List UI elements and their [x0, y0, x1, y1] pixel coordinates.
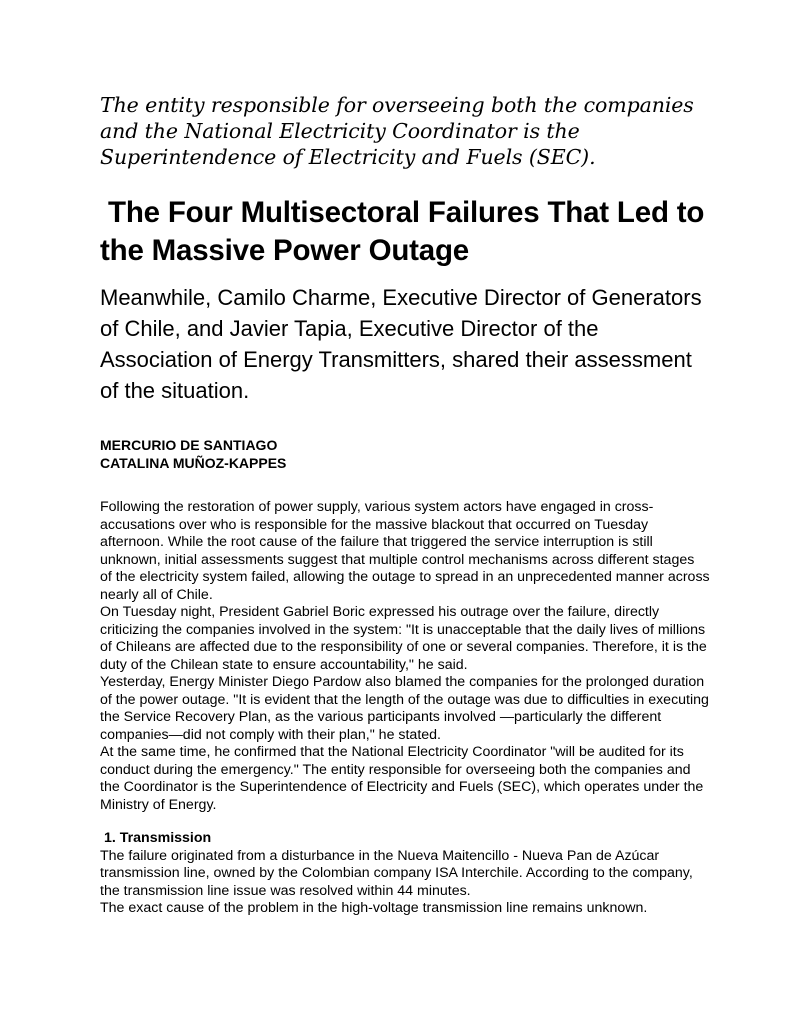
section-body [100, 848, 710, 918]
subtitle: Meanwhile, Camilo Charme, Executive Director of Generators of Chile, and Javier Tapia, Executive Director of the Association of Energy Transmitters, shared their assessment of the situation. [100, 285, 702, 403]
pull-quote: The entity responsible for overseeing both the companies and the National Electricity Coordinator is the Superintendence of Electricity and Fuels (SEC). [100, 93, 694, 169]
section-paragraph: The failure originated from a disturbance in the Nueva Maitencillo - Nueva Pan de Azúcar transmission line, owned by the Colombian company ISA Interchile. According to the company, the transmission line issue was resolved within 44 minutes. [100, 847, 693, 899]
body-paragraph: Following the restoration of power supply, various system actors have engaged in cross-accusations over who is responsible for the massive blackout that occurred on Tuesday afternoon. While the root cause of the failure that triggered the service interruption is still unknown, initial assessments suggest that multiple control mechanisms across different stages of the electricity system failed, allowing the outage to spread in an unprecedented manner across nearly all of Chile. [100, 499, 710, 603]
article [100, 92, 713, 918]
byline [100, 436, 710, 472]
author-name: CATALINA MUÑOZ-KAPPES [100, 455, 287, 471]
body-paragraph: At the same time, he confirmed that the National Electricity Coordinator "will be audited for its conduct during the emergency." The entity responsible for overseeing both the companies and the Coordinator is the Superintendence of Electricity and Fuels (SEC), which operates under the Ministry of Energy. [100, 744, 704, 813]
publication-name: MERCURIO DE SANTIAGO [100, 437, 278, 453]
body-paragraph: On Tuesday night, President Gabriel Boric expressed his outrage over the failure, directly criticizing the companies involved in the system: "It is unacceptable that the daily lives of millions of Chileans are affected due to the responsibility of one or several companies. Therefore, it is the duty of the Chilean state to ensure accountability," he said. [100, 604, 707, 673]
section-heading: 1. Transmission [100, 830, 212, 846]
body-paragraph: Yesterday, Energy Minister Diego Pardow also blamed the companies for the prolonged duration of the power outage. "It is evident that the length of the outage was due to difficulties in executing the Service Recovery Plan, as the various participants involved —particularly the different companies—did not comply with their plan," he stated. [100, 674, 709, 743]
section-paragraph: The exact cause of the problem in the high-voltage transmission line remains unknown. [100, 900, 648, 916]
article-body [100, 499, 710, 814]
headline: The Four Multisectoral Failures That Led to the Massive Power Outage [100, 196, 713, 267]
